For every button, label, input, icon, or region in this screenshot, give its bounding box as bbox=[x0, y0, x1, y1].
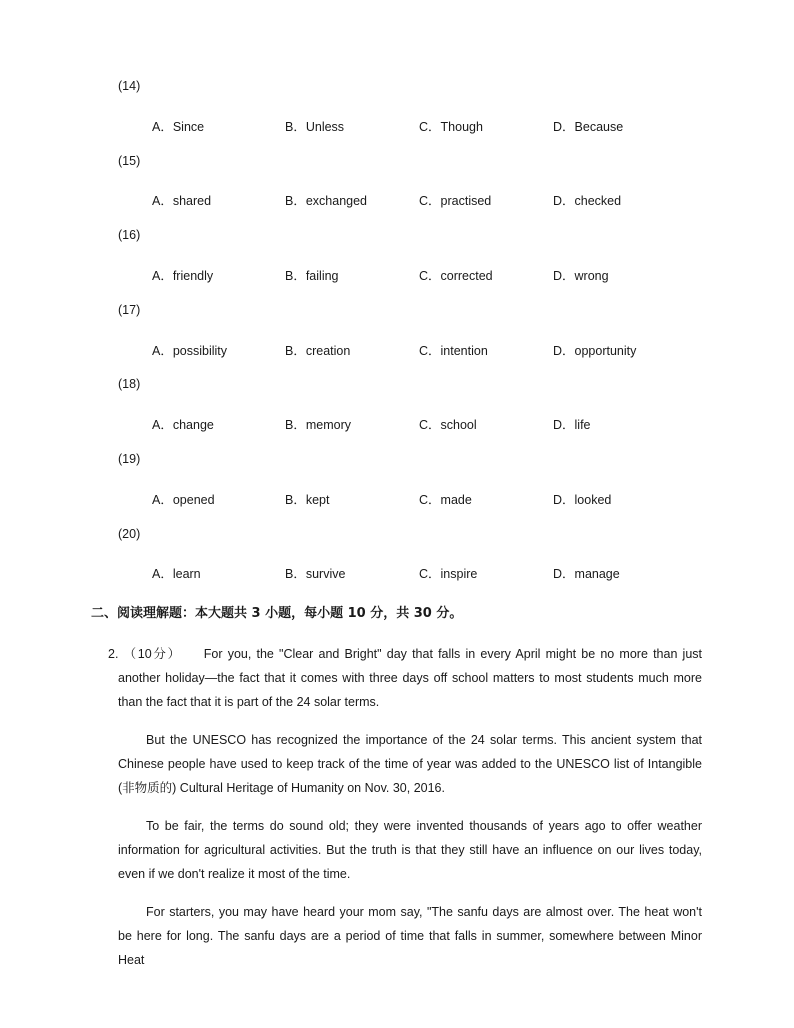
option-c: C．Though bbox=[419, 120, 483, 134]
question-number: (16) bbox=[118, 228, 141, 242]
question-number: (19) bbox=[118, 452, 141, 466]
passage-paragraph: To be fair, the terms do sound old; they were invented thousands of years ago to offer weather information for agricultural activities. But the truth is that they still have an influence on our lives today, even if we don't realize it most of the time. bbox=[118, 819, 702, 881]
option-d: D．checked bbox=[553, 194, 622, 208]
option-b: B．Unless bbox=[285, 120, 345, 134]
question-number: (20) bbox=[118, 527, 141, 541]
option-a: A．Since bbox=[152, 120, 205, 134]
question-score: （10分） bbox=[123, 647, 182, 661]
option-a: A．shared bbox=[152, 194, 212, 208]
question-number: (14) bbox=[118, 79, 141, 93]
passage-paragraph: For starters, you may have heard your mom say, "The sanfu days are almost over. The heat won't be here for long. The sanfu days are a period of time that falls in summer, somewhere between Minor Heat bbox=[118, 905, 702, 967]
paragraph-text: For you, the "Clear and Bright" day that falls in every April might be no more than just another holiday—the fact that it comes with three days off school matters to most students much more than the fact that it is part of the 24 solar terms. bbox=[118, 647, 703, 709]
option-b: B．failing bbox=[285, 269, 339, 283]
option-c: C．intention bbox=[419, 344, 488, 358]
passage-paragraph bbox=[108, 642, 703, 714]
question-number: (18) bbox=[118, 377, 141, 391]
option-b: B．creation bbox=[285, 344, 351, 358]
option-d: D．life bbox=[553, 418, 591, 432]
option-d: D．opportunity bbox=[553, 344, 637, 358]
question-label: 2. bbox=[108, 647, 119, 661]
question-number: (15) bbox=[118, 154, 141, 168]
option-a: A．possibility bbox=[152, 344, 228, 358]
option-a: A．learn bbox=[152, 567, 201, 581]
option-a: A．friendly bbox=[152, 269, 214, 283]
option-a: A．change bbox=[152, 418, 214, 432]
option-c: C．corrected bbox=[419, 269, 493, 283]
option-d: D．looked bbox=[553, 493, 612, 507]
option-c: C．made bbox=[419, 493, 472, 507]
option-b: B．survive bbox=[285, 567, 346, 581]
option-b: B．kept bbox=[285, 493, 330, 507]
option-d: D．Because bbox=[553, 120, 624, 134]
option-c: C．school bbox=[419, 418, 477, 432]
passage-paragraph: But the UNESCO has recognized the importance of the 24 solar terms. This ancient system that Chinese people have used to keep track of the time of year was added to the UNESCO list of Intangible (非物质的) Cultural Heritage of Humanity on Nov. 30, 2016. bbox=[118, 733, 702, 795]
option-c: C．practised bbox=[419, 194, 492, 208]
option-d: D．manage bbox=[553, 567, 620, 581]
option-c: C．inspire bbox=[419, 567, 478, 581]
section-heading: 二、阅读理解题：本大题共 3 小题，每小题 10 分，共 30 分。 bbox=[91, 606, 463, 621]
option-a: A．opened bbox=[152, 493, 215, 507]
option-d: D．wrong bbox=[553, 269, 609, 283]
option-b: B．memory bbox=[285, 418, 351, 432]
question-number: (17) bbox=[118, 303, 141, 317]
option-b: B．exchanged bbox=[285, 194, 368, 208]
